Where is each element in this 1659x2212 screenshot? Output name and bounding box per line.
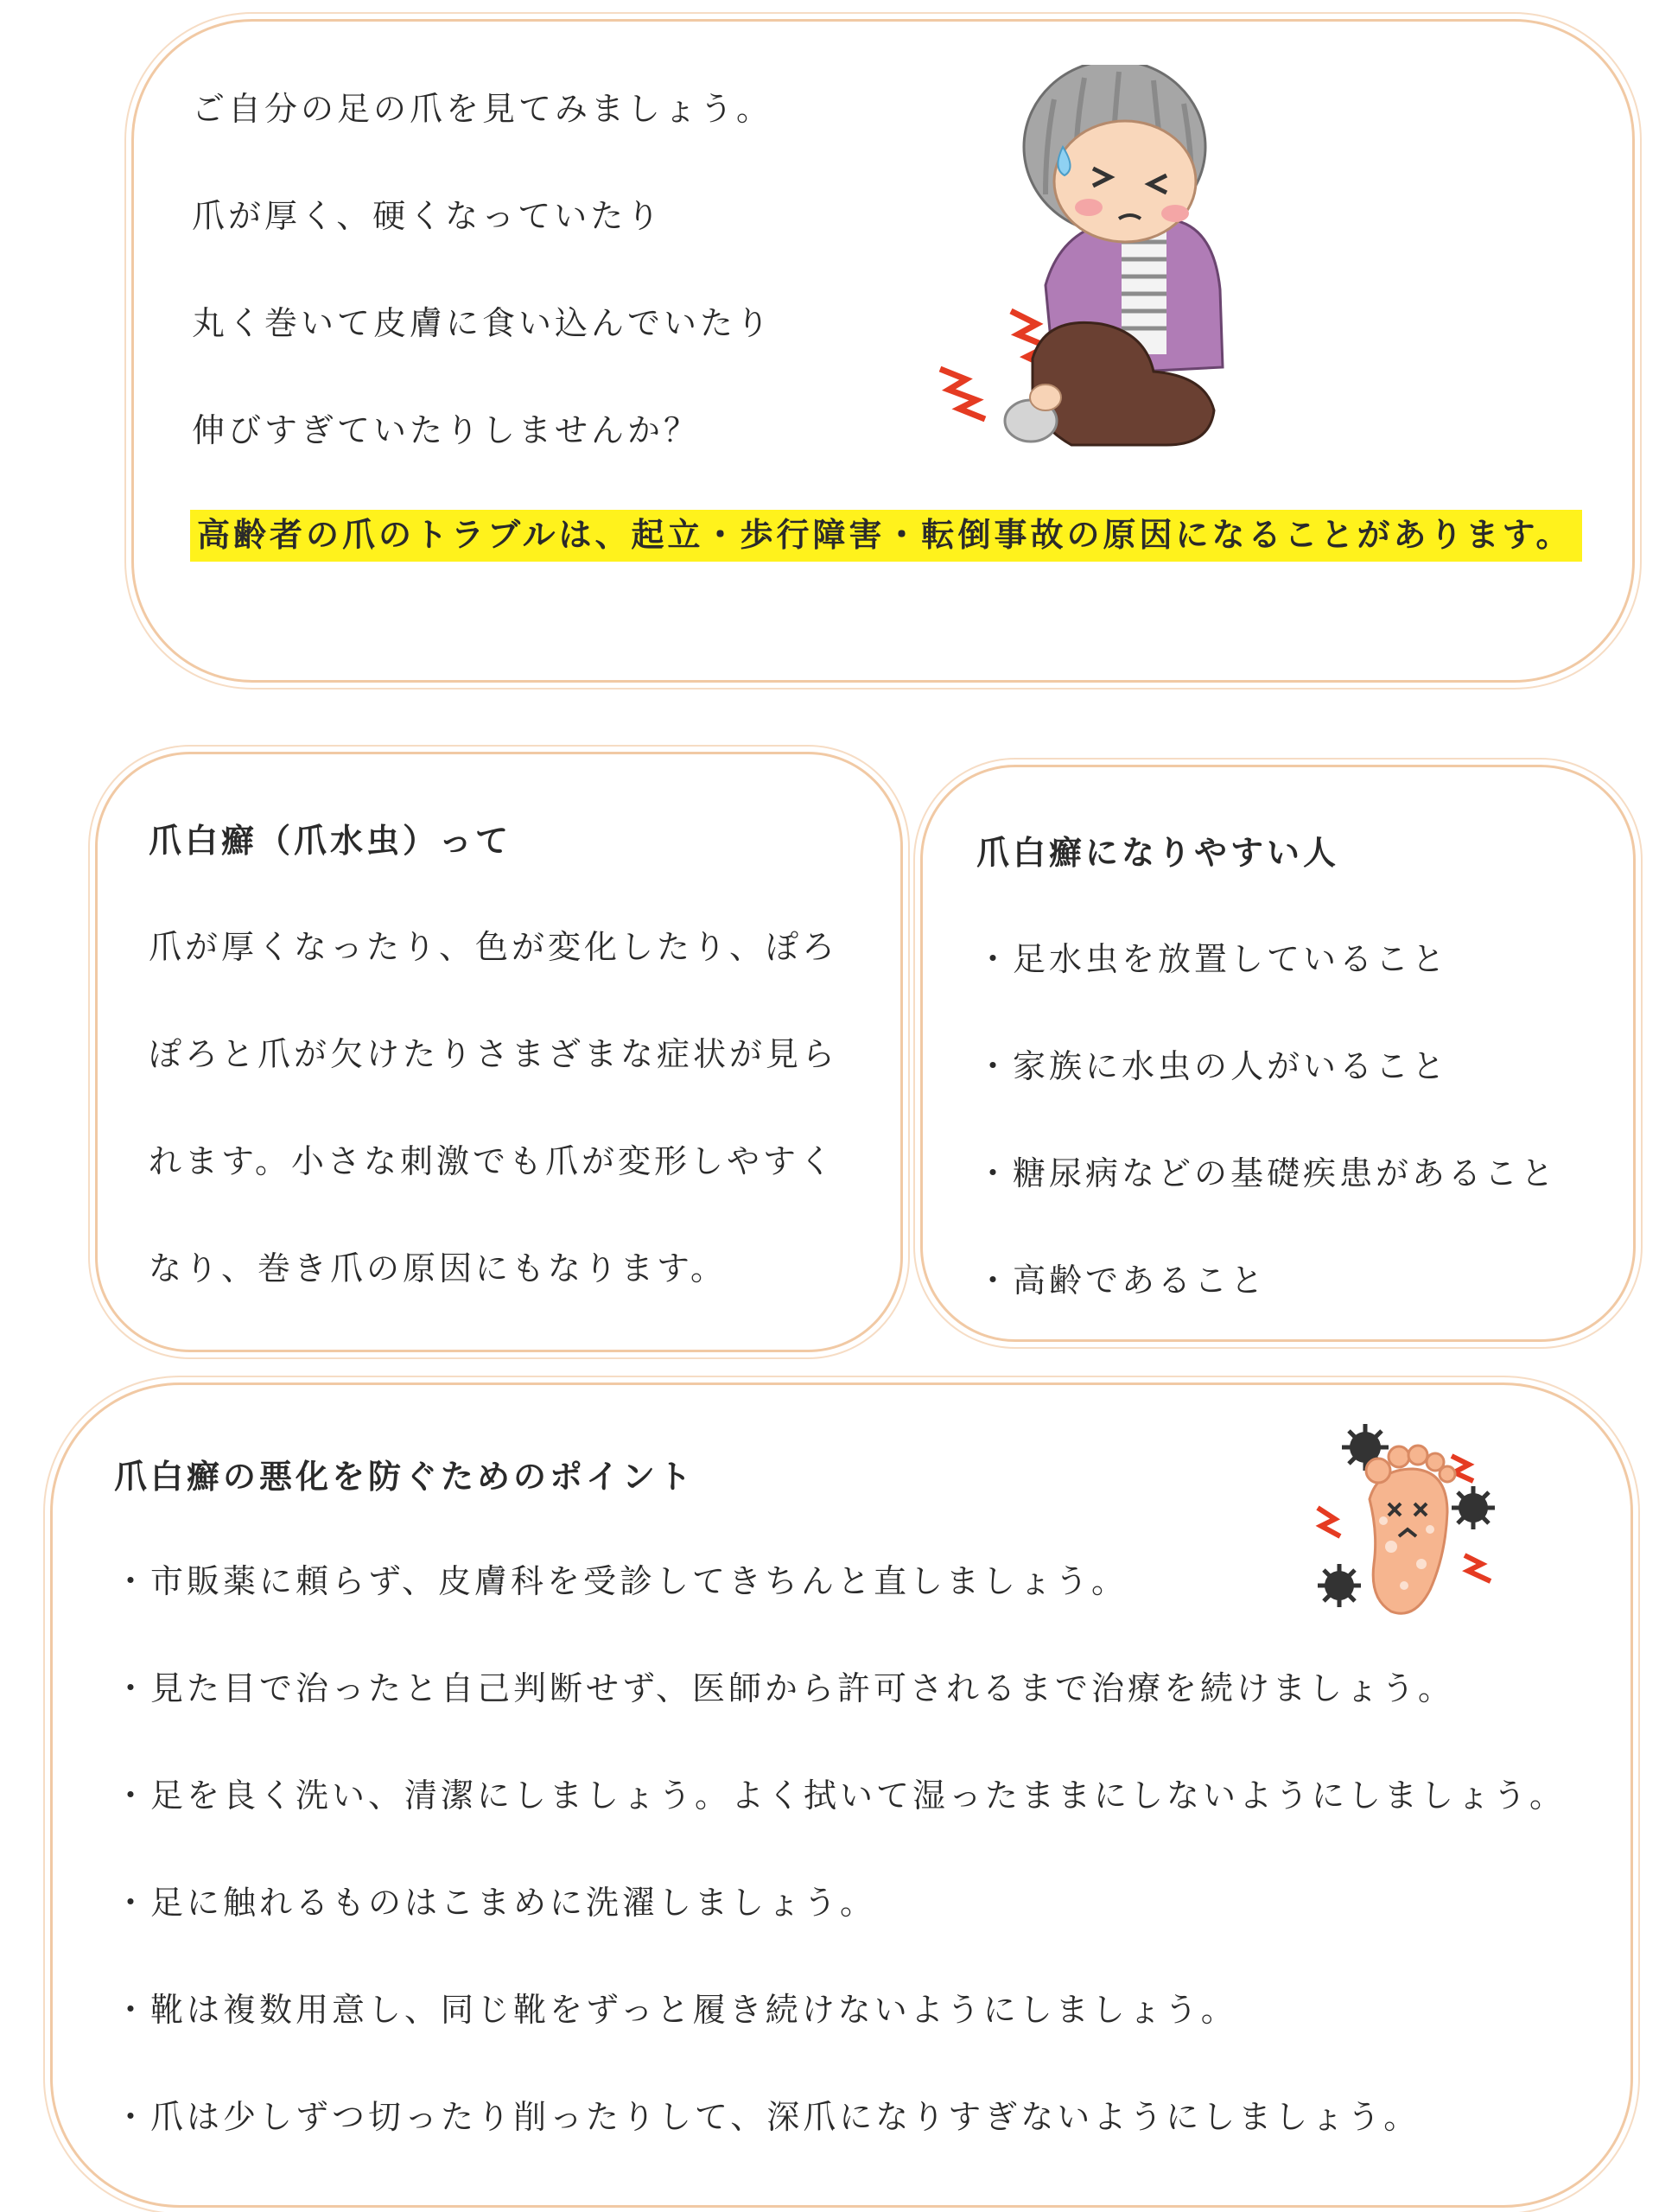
infected-foot-icon [1309,1417,1508,1624]
risk-title: 爪白癬になりやすい人 [976,833,1340,872]
intro-line: 丸く巻いて皮膚に食い込んでいたり [192,304,773,342]
warning-highlight: 高齢者の爪のトラブルは、起立・歩行障害・転倒事故の原因になることがあります。 [190,510,1582,562]
risk-item: ・高齢であること [976,1262,1268,1300]
points-title: 爪白癬の悪化を防ぐためのポイント [114,1457,696,1496]
about-title: 爪白癬（爪水虫）って [149,821,512,860]
about-line: 爪が厚くなったり、色が変化したり、ぽろ [149,928,839,966]
about-line: れます。小さな刺激でも爪が変形しやすく [149,1142,836,1180]
risk-item: ・足水虫を放置していること [976,940,1449,978]
about-line: なり、巻き爪の原因にもなります。 [149,1249,727,1287]
point-item: ・足に触れるものはこまめに洗濯しましょう。 [114,1884,877,1922]
risk-item: ・糖尿病などの基礎疾患があること [976,1154,1558,1192]
point-item: ・足を良く洗い、清潔にしましょう。よく拭いて湿ったままにしないようにしましょう。 [114,1777,1567,1815]
point-item: ・靴は複数用意し、同じ靴をずっと履き続けないようにしましょう。 [114,1991,1237,2029]
intro-line: 伸びすぎていたりしませんか？ [192,411,701,449]
point-item: ・見た目で治ったと自己判断せず、医師から許可されるまで治療を続けましょう。 [114,1669,1454,1707]
point-item: ・市販薬に頼らず、皮膚科を受診してきちんと直しましょう。 [114,1562,1128,1600]
point-item: ・爪は少しずつ切ったり削ったりして、深爪になりすぎないようにしましょう。 [114,2098,1421,2136]
elderly-woman-foot-pain-icon [916,65,1244,462]
intro-line: ご自分の足の爪を見てみましょう。 [192,90,773,128]
about-line: ぽろと爪が欠けたりさまざまな症状が見ら [149,1035,839,1073]
risk-item: ・家族に水虫の人がいること [976,1047,1449,1085]
intro-line: 爪が厚く、硬くなっていたり [192,197,664,235]
